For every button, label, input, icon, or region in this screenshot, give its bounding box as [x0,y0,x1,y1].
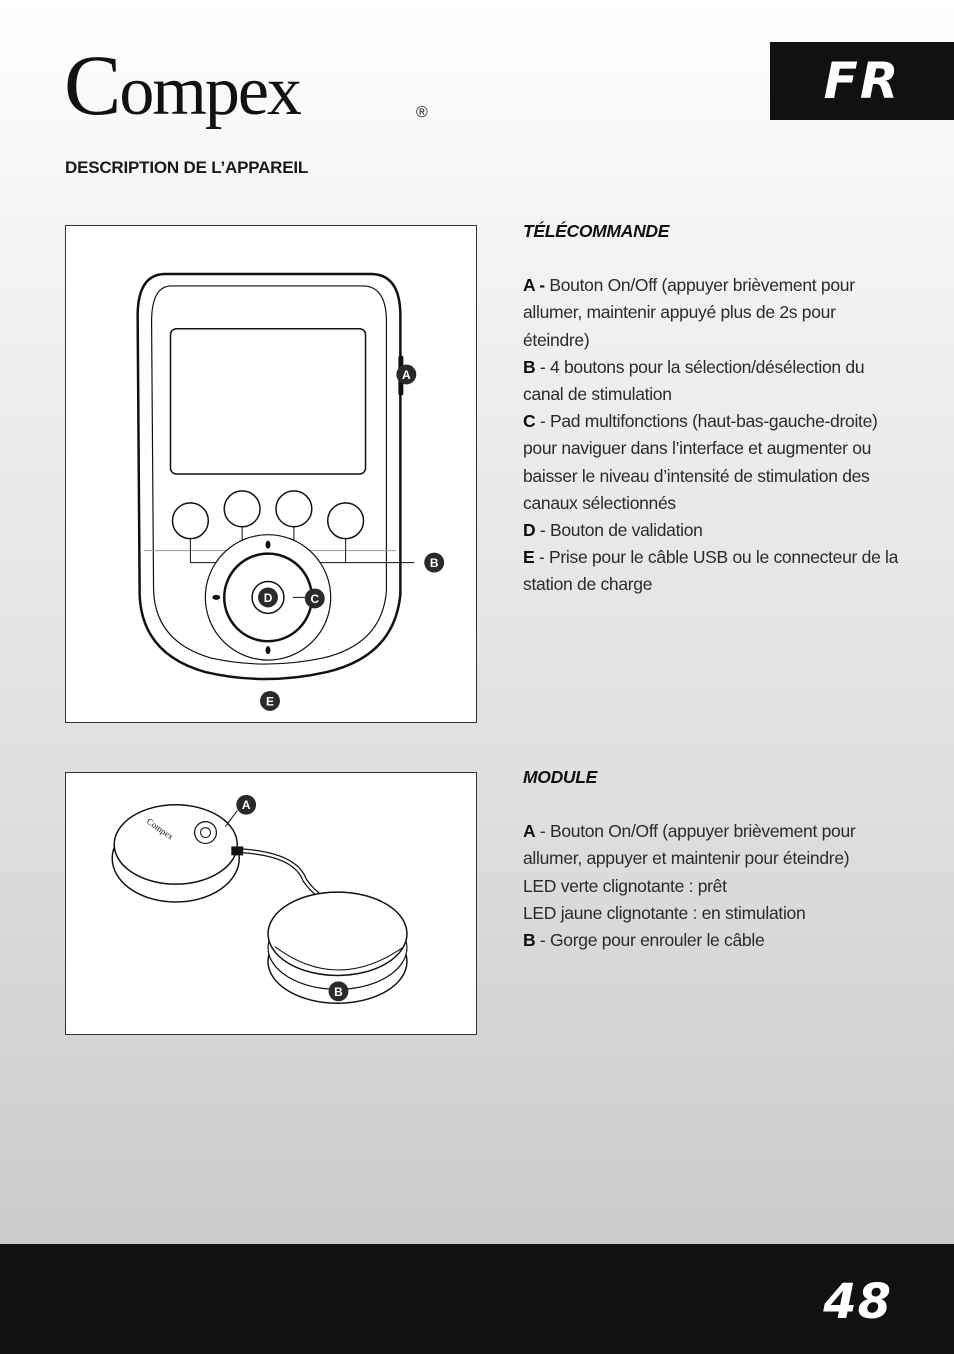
channel-button-2 [224,491,260,527]
callout-d [258,587,278,607]
pad-left-mark [212,595,220,600]
compex-logo [64,37,428,133]
language-tab: FR [770,42,954,120]
module-heading: MODULE [523,767,598,787]
page-number: 48 [823,1274,892,1330]
module-led-green: LED verte clignotante : prêt [523,875,727,896]
svg-text:E: E [266,694,274,709]
channel-button-4 [328,503,364,539]
logo-wordmark: Compex [64,37,300,133]
remote-item-c: C - Pad multifonctions (haut-bas-gauche-droite) pour naviguer dans l’interface et augmenter ou baisser le niveau d’intensité de stimulation des canaux sélectionnés [523,411,878,513]
registered-mark: ® [416,104,428,121]
remote-item-b: B - 4 boutons pour la sélection/désélection du canal de stimulation [523,356,865,405]
module-item-b: B - Gorge pour enrouler le câble [523,930,765,951]
module-led-yellow: LED jaune clignotante : en stimulation [523,902,806,923]
section-title: DESCRIPTION DE L’APPAREIL [65,158,309,177]
module-power-button [195,822,217,844]
remote-description [523,218,903,599]
module-cable-connector [231,846,243,855]
svg-text:D: D [263,590,273,605]
remote-screen [170,329,365,474]
page-footer [0,1244,954,1354]
remote-item-a: A - Bouton On/Off (appuyer brièvement pour allumer, maintenir appuyé plus de 2s pour éteindre) [523,275,855,350]
callout-e [260,691,280,711]
svg-text:B: B [334,984,343,999]
module-large-top [268,892,407,975]
svg-text:C: C [310,591,320,606]
remote-item-d: D - Bouton de validation [523,520,703,541]
svg-text:B: B [429,556,439,571]
callout-a [396,365,416,385]
module-device-label: Compex [144,816,176,842]
channel-button-3 [276,491,312,527]
callout-b [424,553,444,573]
svg-text:A: A [402,367,411,382]
module-figure [65,772,477,1035]
leader-module-a [225,811,237,827]
remote-illustration [66,226,476,722]
module-illustration [66,773,476,1034]
module-unit-top [114,805,237,884]
remote-heading: TÉLÉCOMMANDE [523,221,670,241]
module-callout-a [236,795,256,815]
remote-figure [65,225,477,723]
pad-up-mark [266,541,271,549]
pad-down-mark [266,646,271,654]
channel-button-1 [172,503,208,539]
callout-c [305,588,325,608]
module-callout-b [329,981,349,1001]
svg-text:A: A [241,798,251,813]
module-item-a: A - Bouton On/Off (appuyer brièvement pour allumer, appuyer et maintenir pour éteindre) [523,821,856,869]
module-description [523,764,903,954]
remote-item-e: E - Prise pour le câble USB ou le connecteur de la station de charge [523,547,899,595]
